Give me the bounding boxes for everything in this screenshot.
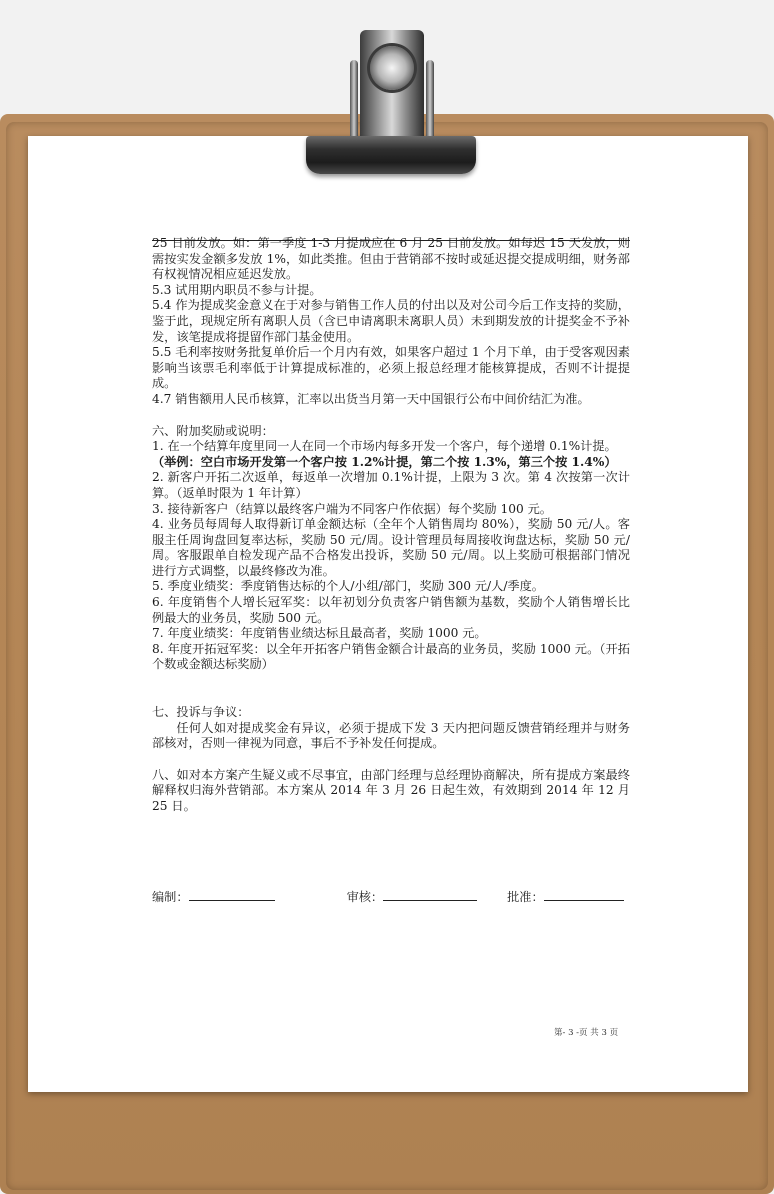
approve-signature-line[interactable] [544,888,624,901]
paragraph: 1. 在一个结算年度里同一人在同一个市场内每多开发一个客户，每个递增 0.1%计提。 [152,439,617,454]
paragraph: 3. 接待新客户（结算以最终客户端为不同客户作依据）每个奖励 100 元。 [152,501,552,516]
paragraph: 7. 年度业绩奖：年度销售业绩达标且最高者，奖励 1000 元。 [152,626,487,641]
clip-wire-left [350,60,358,144]
paragraph: 5. 季度业绩奖：季度销售达标的个人/小组/部门，奖励 300 元/人/季度。 [152,579,544,594]
paragraph: 25 日前发放。如：第一季度 1-3 月提成应在 6 月 25 日前发放。如每迟 15 天发放，则需按实发金额多发放 1%，如此类推。但由于营销部不按时或延迟提交提成明细，财务部有权视情况相应延迟发放。 [152,236,630,282]
paragraph: 任何人如对提成奖金有异议，必须于提成下发 3 天内把问题反馈营销经理并与财务部核对，否则一律视为同意，事后不予补发任何提成。 [152,720,630,751]
signature-row [152,888,630,905]
paragraph: 4.7 销售额用人民币核算，汇率以出货当月第一天中国银行公布中间价结汇为准。 [152,391,590,406]
review-signature-line[interactable] [383,888,477,901]
paragraph: 4. 业务员每周每人取得新订单金额达标（全年个人销售周均 80%），奖励 50 元/人。客服主任周询盘回复率达标，奖励 50 元/周。设计管理员每周接收询盘达标，奖励 50 元/周。客服跟单自检发现产品不合格发出投诉，奖励 50 元/周。以上奖励可根据部门情况进行方式调整，以最终修改为准。 [152,517,630,578]
paragraph: 2. 新客户开拓二次返单，每返单一次增加 0.1%计提，上限为 3 次。第 4 次按第一次计算。（返单时限为 1 年计算） [152,470,630,500]
paragraph: 5.3 试用期内职员不参与计提。 [152,282,322,297]
section-heading: 八、如对本方案产生疑义或不尽事宜，由部门经理与总经理协商解决，所有提成方案最终解释权归海外营销部。本方案从 2014 年 3 月 26 日起生效，有效期到 2014 年 12 月 25 日。 [152,767,630,813]
compile-signature-line[interactable] [189,888,275,901]
clip-ring-icon [370,46,414,90]
paragraph: 5.5 毛利率按财务批复单价后一个月内有效，如果客户超过 1 个月下单，由于受客观因素影响当该票毛利率低于计算提成标准的，必须上报总经理才能核算提成，否则不计提提成。 [152,345,630,391]
page-footer: 第- 3 -页 共 3 页 [554,1028,619,1038]
document-body [152,236,630,815]
compile-label: 编制： [152,890,189,904]
paragraph: 6. 年度销售个人增长冠军奖：以年初划分负责客户销售额为基数，奖励个人销售增长比例最大的业务员，奖励 500 元。 [152,595,630,625]
section-heading: 七、投诉与争议： [152,705,250,720]
review-label: 审核： [346,890,384,904]
clip-base [306,136,476,174]
clip-wire-right [426,60,434,144]
section-heading: 六、附加奖励或说明： [152,423,274,438]
example-paragraph: （举例：空白市场开发第一个客户按 1.2%计提，第二个按 1.3%，第三个按 1.4%） [152,454,617,469]
approve-label: 批准： [507,890,544,904]
paragraph: 5.4 作为提成奖金意义在于对参与销售工作人员的付出以及对公司今后工作支持的奖励，鉴于此，现规定所有离职人员（含已申请离职未离职人员）未到期发放的计提奖金不予补发，该笔提成将提留作部门基金使用。 [152,298,630,344]
paragraph: 8. 年度开拓冠军奖：以全年开拓客户销售金额合计最高的业务员，奖励 1000 元。（开拓个数或金额达标奖励） [152,641,630,672]
